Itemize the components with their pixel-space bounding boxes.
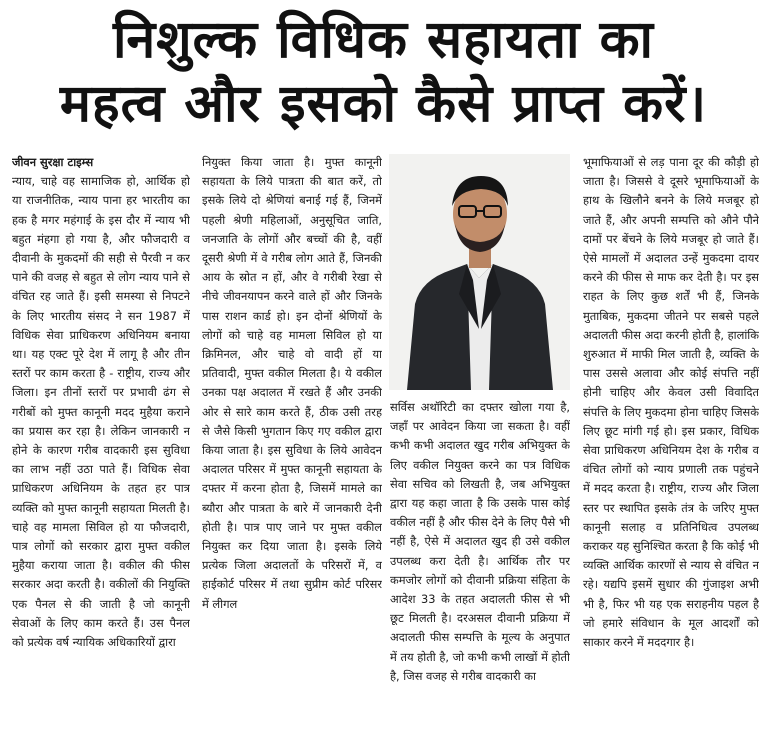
article-column-1-text: न्याय, चाहे वह सामाजिक हो, आर्थिक हो या राजनीतिक, न्याय पाना हर भारतीय का हक है मगर महंगाई के इस दौर में न्याय भी बहुत मंहगा हो गया है, और फौजदारी व दीवानी के मुकदमों की सही से पैरवी न कर पाने की वजह से बहुत से लोग न्याय पाने से वंचित रह जाते हैं। इसी समस्या से निपटने के लिए भारतीय संसद ने सन 1987 में विधिक सेवा प्राधिकरण अधिनियम बनाया था। यह एक्ट पूरे देश में लागू है और तीन स्तरों पर काम करता है - राष्ट्रीय, राज्य और जिला। इन तीनों स्तरों पर प्रभावी ढंग से गरीबों को मुफ्त कानूनी मदद मुहैया कराने का प्रयास कर रहा है। लेकिन जानकारी न होने के कारण गरीब वादकारी इस सुविधा का लाभ नहीं उठा पाते हैं। विधिक सेवा प्राधिकरण अधिनियम के तहत हर पात्र व्यक्ति को मुफ्त कानूनी सहायता मिलती है। चाहे वह मामला सिविल हो या फौजदारी, पात्र लोगों को सरकार द्वारा मुफ्त वकील मुहैया कराया जाता है। वकील की फीस सरकार अदा करती है। वकीलों की नियुक्ति एक पैनल से की जाती है जो कानूनी सेवाओं के लिए काम करते हैं। उस पैनल को प्रत्येक वर्ष न्यायिक अधिकारियों द्वारा bbox=[12, 174, 190, 650]
author-photo bbox=[389, 154, 570, 390]
article-column-2-text: नियुक्त किया जाता है। मुफ्त कानूनी सहायता के लिये पात्रता की बात करें, तो इसके लिये दो श्रेणियां बनाई गई हैं, जिनमें पहली श्रेणी महिलाओं, अनुसूचित जाति, जनजाति के लोगों और बच्चों की है, वहीं दूसरी श्रेणी में वे गरीब लोग आते हैं, जिनकी आय के स्रोत न हों, और वे गरीबी रेखा से नीचे जीवनयापन करने वाले हों और जिनके पास राशन कार्ड हो। इन दोनों श्रेणियों के लोगों को चाहे वह मामला सिविल हो या क्रिमिनल, और चाहे वो वादी हों या प्रतिवादी, मुफ्त वकील मिलता है। ये वकील उनका पक्ष अदालत में रखते हैं और उनकी ओर से सारे काम करते हैं, ठीक उसी तरह से जैसे किसी भुगतान किए गए वकील द्वारा किया जाता है। इस सुविधा के लिये आवेदन अदालत परिसर में मुफ्त कानूनी सहायता के दफ्तर में करना होता है, जिसमें मामले का ब्यौरा और पात्रता के बारे में जानकारी देनी होती है। पात्र पाए जाने पर मुफ्त वकील नियुक्त कर दिया जाता है। इसके लिये प्रत्येक जिला अदालतों के परिसरों में, व हाईकोर्ट परिसर में तथा सुप्रीम कोर्ट परिसर में लीगल bbox=[202, 155, 382, 611]
headline-line-2: महत्व और इसको कैसे प्राप्त करें। bbox=[59, 74, 708, 134]
article-column-3 bbox=[390, 398, 570, 750]
article-column-3-text: सर्विस अथॉरिटी का दफ्तर खोला गया है, जहाँ पर आवेदन किया जा सकता है। वहीं कभी कभी अदालत खुद गरीब अभियुक्त के लिए वकील नियुक्त करने का पत्र विधिक सेवा सचिव को लिखती है, जब अभियुक्त द्वारा यह कहा जाता है कि उसके पास कोई वकील नहीं है और फीस देने के लिए पैसे भी नहीं है, ऐसे में अदालत खुद ही उसे वकील उपलब्ध करा देती है। आर्थिक तौर पर कमजोर लोगों को दीवानी प्रक्रिया संहिता के आदेश 33 के तहत अदालती फीस से भी छूट मिलती है। दरअसल दीवानी प्रक्रिया में अदालती फीस सम्पत्ति के मूल्य के अनुपात में तय होती है, जो कभी कभी लाखों में होती है, जिस वजह से गरीब वादकारी का bbox=[390, 400, 570, 683]
previous-page-text-strip bbox=[0, 0, 767, 7]
article-column-4-text: भूमाफियाओं से लड़ पाना दूर की कौड़ी हो जाता है। जिससे वे दूसरे भूमाफियाओं के हाथ के खिलौने बनने के लिये मजबूर हो जाते हैं, और अपनी सम्पत्ति को औने पौने दामों पर बेंचने के लिये मजबूर हो जाते हैं। ऐसे मामलों में अदालत उन्हें मुकदमा दायर करने की फीस से माफ कर देती है। पर इस राहत के लिए कुछ शर्तें भी हैं, जिनके मुताबिक, मुकदमा जीतने पर सबसे पहले अदालती फीस अदा करनी होती है, हालांकि शुरुआत में माफी मिल जाती है, व्यक्ति के पास उससे अलावा और कोई संपत्ति नहीं होनी चाहिए और केवल उसी विवादित संपत्ति के लिए मुकदमा होना चाहिए जिसके लिए छूट मांगी गई हो। इस प्रकार, विधिक सेवा प्राधिकरण अधिनियम देश के गरीब व वंचित लोगों को न्याय प्रणाली तक पहुंचने में मदद करता है। राष्ट्रीय, राज्य और जिला स्तर पर स्थापित इसके तंत्र के जरिए मुफ्त कानूनी सलाह व प्रतिनिधित्व उपलब्ध कराकर यह सुनिश्चित करता है कि कोई भी व्यक्ति आर्थिक कारणों से न्याय से वंचित न रहे। यद्यपि इसमें सुधार की गुंजाइश अभी भी है, फिर भी यह एक सराहनीय पहल है जो हमारे संविधान के मूल आदर्शों को साकार करने में मददगार है। bbox=[583, 155, 759, 650]
article-column-2 bbox=[202, 153, 382, 750]
article-column-4 bbox=[583, 153, 759, 750]
person-in-suit-photo bbox=[389, 154, 570, 390]
dateline: जीवन सुरक्षा टाइम्स bbox=[12, 155, 94, 169]
headline bbox=[0, 8, 767, 136]
headline-line-1: निशुल्क विधिक सहायता का bbox=[112, 10, 655, 70]
article-column-1 bbox=[12, 153, 190, 750]
